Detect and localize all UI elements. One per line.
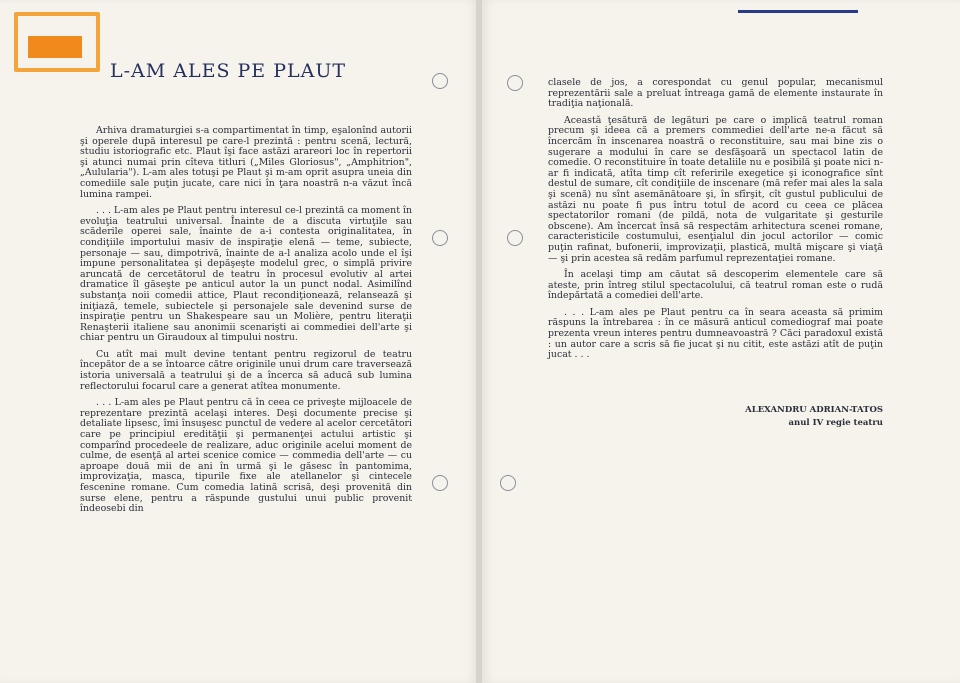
orange-corner-mark xyxy=(14,12,100,72)
paragraph: . . . L-am ales pe Plaut pentru că în ceea ce priveşte mijloacele de reprezentare prezintă acelaşi interes. Deşi documente precise şi detaliate lipsesc, îmi însuşesc punctul de vedere al acelor cercetători care pe principiul eredităţii şi permanenţei actului artistic şi comparînd procedeele de realizare, aduc originile acelui moment de culme, de esenţă al artei scenice comice — commedia dell'arte — cu aproape două mii de ani în urmă şi le găsesc în pantomima, improvizaţia, masca, tipurile fixe ale atellanelor şi cintecele fescenine romane. Cum comedia latină scrisă, deşi provenită din surse elene, pentru a răspunde gustului unui public provenit îndeosebi din xyxy=(80,397,412,515)
binding-hole xyxy=(500,475,516,491)
paragraph: Arhiva dramaturgiei s-a compartimentat în timp, eşalonînd autorii şi operele după interesul pe care-l prezintă : pentru scenă, lectură, studiu istoriografic etc. Plaut îşi face astăzi arareori loc în repertorii şi atunci numai prin cîteva titluri („Miles Gloriosus", „Amphitrion", „Aulularia"). L-am ales totuşi pe Plaut şi m-am oprit asupra uneia din comediile sale puţin jucate, care nici în ţara noastră n-a văzut încă lumina rampei. xyxy=(80,125,412,200)
binding-hole xyxy=(507,75,523,91)
binding-hole xyxy=(432,475,448,491)
paragraph: . . . L-am ales pe Plaut pentru ca în seara aceasta să primim răspuns la întrebarea : în ce măsură anticul comediograf mai poate prezenta vreun interes pentru dumneavoastră ? Căci paradoxul există : un autor care a scris să fie jucat şi nu citit, este astăzi atît de puţin jucat . . . xyxy=(548,306,883,361)
blue-top-line xyxy=(738,10,858,13)
paragraph: clasele de jos, a corespondat cu genul popular, mecanismul reprezentării sale a preluat întreaga gamă de elemente instaurate în tradiţia naţională. xyxy=(548,77,883,110)
binding-hole xyxy=(432,73,448,89)
binding-hole xyxy=(432,230,448,246)
binding-hole xyxy=(507,230,523,246)
paragraph: Aceastǎ ţesătură de legături pe care o implică teatrul roman precum şi ideea că a premers commediei dell'arte ne-a făcut să încercăm în inscenarea noastră o reconstituire, sau mai bine zis o sugerare a modului în care se desfăşoară un spectacol latin de comedie. O reconstituire în toate detaliile nu e posibilă şi poate nici n-ar fi indicată, atîta timp cît referirile exegetice şi iconografice sînt destul de sumare, cît condiţiile de inscenare (mă refer mai ales la sala şi scenă) nu sînt asemănătoare şi, în sfîrşit, cît gustul publicului de astăzi nu poate fi pus întru totul de acord cu ceea ce plăcea spectatorilor romani (de pildă, nota de vulgaritate şi gesturile obscene). Am încercat însă să respectăm arhitectura scenei romane, caracteristicile costumului, esenţialul din jocul actorilor — comic puţin rafinat, bufonerii, improvizaţii, plastică, multă mişcare şi viaţă — şi prin acestea să redăm parfumul reprezentaţiei romane. xyxy=(548,114,883,264)
left-column xyxy=(80,126,412,521)
paragraph: Cu atît mai mult devine tentant pentru regizorul de teatru începător de a se întoarce către originile unui drum care traversează istoria universală a teatrului şi de a încerca să aducă sub lumina reflectorului focarul care a generat atîtea monumente. xyxy=(80,348,412,392)
paragraph: . . . L-am ales pe Plaut pentru interesul ce-l prezintă ca moment în evoluţia teatrului universal. Înainte de a discuta virtuţile sau scăderile operei sale, înainte de a-i contesta originalitatea, în condiţiile importului masiv de inspiraţie elenă — teme, subiecte, personaje — sau, dimpotrivă, înainte de a-l analiza acolo unde el îşi impune personalitatea şi depăşeşte modelul grec, o simplă privire aruncată de cercetătorul de teatru în procesul evolutiv al artei dramatice îl găseşte pe anticul autor la un punct nodal. Asimilînd substanţa noii comedii attice, Plaut recondiţionează, relansează şi iniţiază, temele, subiectele şi personajele sale devenind surse de inspiraţie pentru un Shakespeare sau un Molière, pentru literaţii Renaşterii italiene sau anonimii scenarişti ai commediei dell'arte şi chiar pentru un Giraudoux al timpului nostru. xyxy=(80,205,412,344)
article-title: L-AM ALES PE PLAUT xyxy=(110,60,347,82)
paragraph: În acelaşi timp am căutat să descoperim elementele care să ateste, prin întreg stilul spectacolului, că teatrul roman este o rudă îndepărtată a comediei dell'arte. xyxy=(548,269,883,302)
author-name: ALEXANDRU ADRIAN-TATOS xyxy=(745,405,883,415)
orange-block xyxy=(28,36,82,58)
author-role: anul IV regie teatru xyxy=(788,418,883,428)
right-column xyxy=(548,78,883,367)
